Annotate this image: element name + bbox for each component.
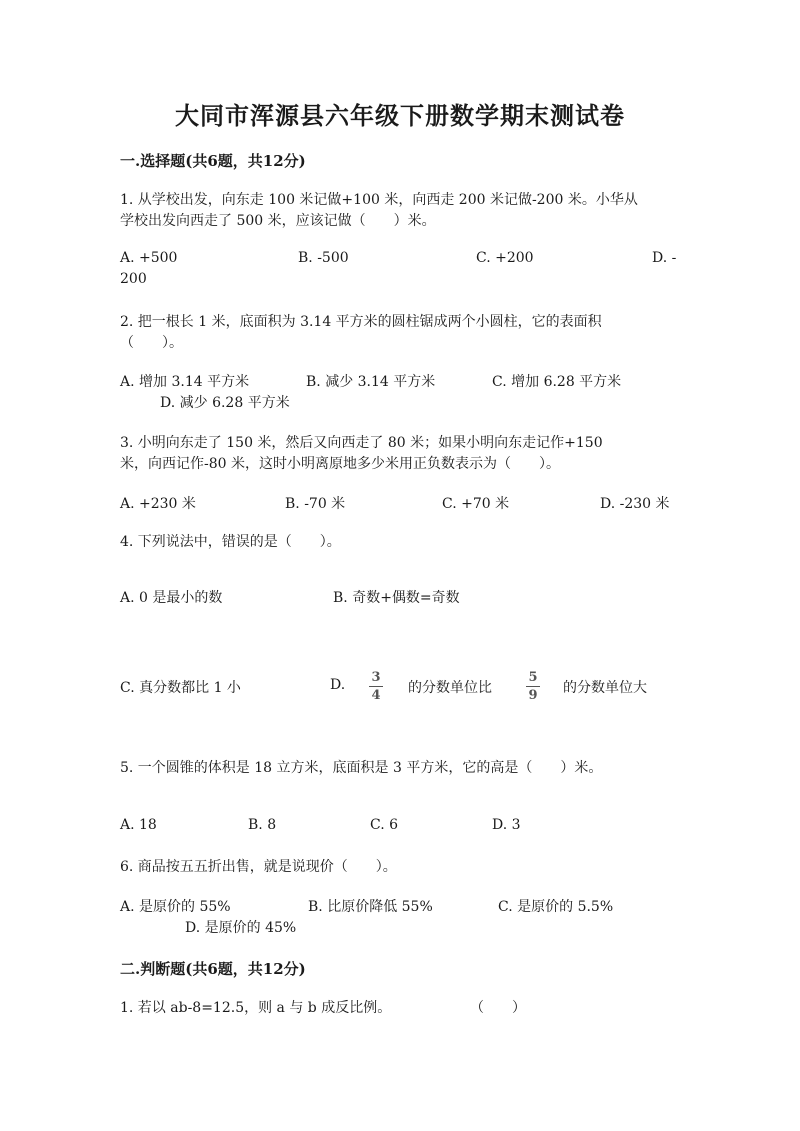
q3-option-c: C. +70 米 (442, 496, 510, 512)
q6-stem: 6. 商品按五五折出售，就是说现价（ ）。 (120, 859, 397, 875)
q1-stem-line2: 学校出发向西走了 500 米，应该记做（ ）米。 (120, 213, 436, 229)
q3-stem-line1: 3. 小明向东走了 150 米，然后又向西走了 80 米；如果小明向东走记作+150 (120, 435, 603, 451)
q4-option-d-suffix: 的分数单位大 (563, 680, 647, 696)
fraction-denominator: 4 (371, 688, 381, 703)
section-choice-heading: 一.选择题(共6题，共12分) (120, 152, 306, 170)
q6-option-d: D. 是原价的 45% (185, 920, 297, 936)
q4-fraction-5-9 (526, 670, 540, 703)
q1-option-d-wrap: 200 (120, 271, 147, 287)
q1-option-b: B. -500 (298, 250, 349, 266)
judge1-statement: 1. 若以 ab-8=12.5，则 a 与 b 成反比例。 (120, 1000, 392, 1016)
q4-option-d-label: D. (330, 677, 346, 693)
q2-option-b: B. 减少 3.14 平方米 (306, 374, 436, 390)
fraction-denominator: 9 (528, 688, 538, 703)
q5-stem: 5. 一个圆锥的体积是 18 立方米，底面积是 3 平方米，它的高是（ ）米。 (120, 760, 603, 776)
q1-stem-line1: 1. 从学校出发，向东走 100 米记做+100 米，向西走 200 米记做-200 米。小华从 (120, 192, 638, 208)
q2-option-d: D. 减少 6.28 平方米 (160, 395, 290, 411)
exam-title: 大同市浑源县六年级下册数学期末测试卷 (175, 101, 625, 130)
q3-option-d: D. -230 米 (600, 496, 670, 512)
section-judge-heading: 二.判断题(共6题，共12分) (120, 960, 306, 978)
q4-option-a: A. 0 是最小的数 (120, 590, 223, 606)
fraction-bar (526, 686, 540, 687)
q2-stem-line2: （ ）。 (120, 335, 183, 351)
q6-option-a: A. 是原价的 55% (120, 899, 231, 915)
fraction-numerator: 5 (528, 670, 538, 685)
fraction-bar (369, 686, 383, 687)
q4-stem: 4. 下列说法中，错误的是（ ）。 (120, 534, 341, 550)
q2-stem-line1: 2. 把一根长 1 米，底面积为 3.14 平方米的圆柱锯成两个小圆柱，它的表面积 (120, 314, 602, 330)
judge1-answer-blank: （ ） (470, 1000, 526, 1016)
q1-option-a: A. +500 (120, 250, 178, 266)
fraction-numerator: 3 (371, 670, 381, 685)
q1-option-c: C. +200 (476, 250, 534, 266)
q4-option-c: C. 真分数都比 1 小 (120, 680, 241, 696)
q3-stem-line2: 米，向西记作-80 米，这时小明离原地多少米用正负数表示为（ ）。 (120, 456, 560, 472)
q3-option-a: A. +230 米 (120, 496, 196, 512)
q6-option-c: C. 是原价的 5.5% (498, 899, 614, 915)
q4-fraction-3-4 (369, 670, 383, 703)
q2-option-c: C. 增加 6.28 平方米 (492, 374, 622, 390)
q5-option-d: D. 3 (492, 817, 521, 833)
q5-option-a: A. 18 (120, 817, 157, 833)
q5-option-b: B. 8 (248, 817, 277, 833)
q4-option-d-middle: 的分数单位比 (408, 680, 492, 696)
q3-option-b: B. -70 米 (285, 496, 346, 512)
q4-option-b: B. 奇数+偶数=奇数 (333, 590, 460, 606)
q5-option-c: C. 6 (370, 817, 399, 833)
q6-option-b: B. 比原价降低 55% (308, 899, 433, 915)
q1-option-d: D. - (652, 250, 677, 266)
q2-option-a: A. 增加 3.14 平方米 (120, 374, 250, 390)
